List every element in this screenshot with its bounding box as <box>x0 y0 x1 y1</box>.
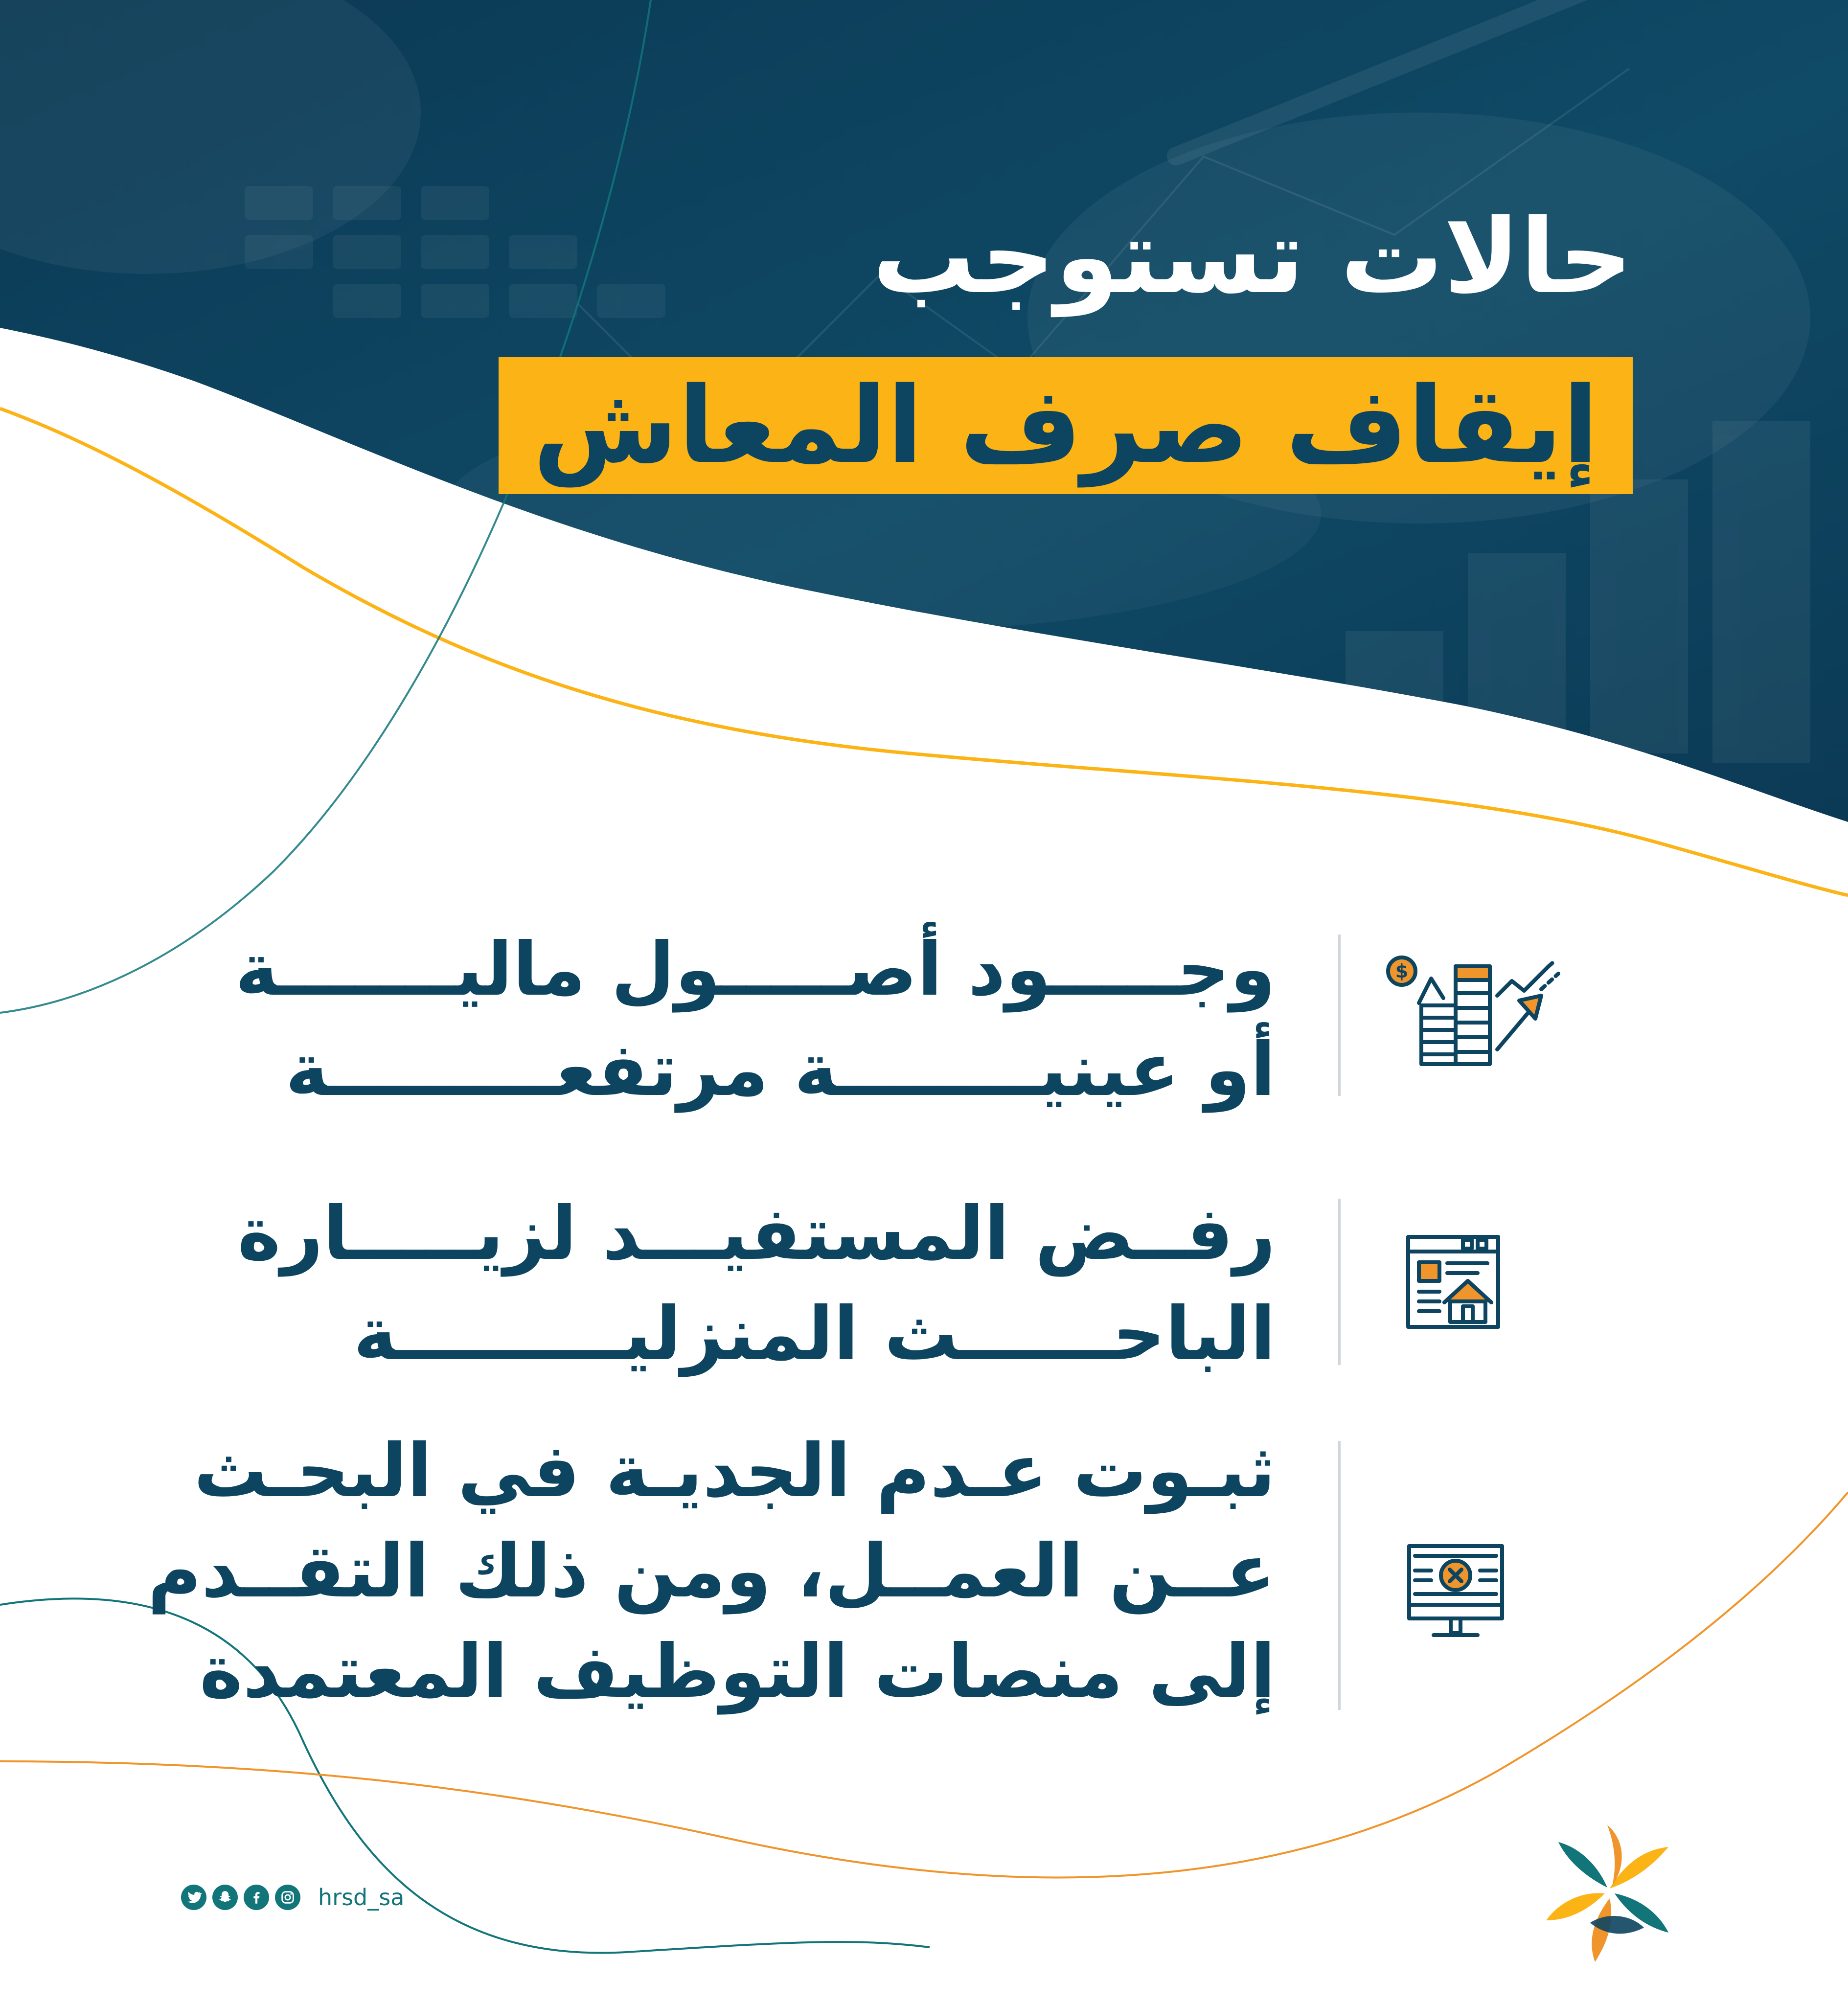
title-highlight-box <box>499 357 1633 494</box>
social-handle: hrsd_sa <box>318 1884 405 1911</box>
svg-text:$: $ <box>1395 960 1409 982</box>
item-3-text <box>147 1421 1276 1722</box>
title-line-1: حالات تستوجب <box>872 197 1633 317</box>
title-line-2: إيقاف صرف المعاش <box>533 364 1598 487</box>
social-footer <box>181 1878 404 1917</box>
item-2-divider <box>1338 1199 1341 1365</box>
item-1-divider <box>1338 934 1341 1096</box>
house-visit-document-icon <box>1404 1233 1502 1331</box>
facebook-icon[interactable] <box>244 1885 269 1910</box>
instagram-icon[interactable] <box>275 1885 300 1910</box>
item-3-divider <box>1338 1441 1341 1710</box>
item-1-text <box>235 920 1276 1120</box>
job-search-monitor-icon <box>1404 1541 1507 1644</box>
item-3-line-2: عــن العمــل، ومن ذلك التقــدم <box>147 1529 1276 1614</box>
financial-assets-chart-icon <box>1380 944 1566 1071</box>
item-1-line-1: وجـــــود أصـــــول ماليـــــــة <box>235 927 1276 1012</box>
item-2-line-1: رفــض المستفيـــد لزيـــــارة <box>237 1191 1276 1276</box>
item-3-line-1: ثبـوت عـدم الجديـة في البحـث <box>194 1429 1276 1514</box>
item-2-line-2: الباحــــــث المنزليـــــــــة <box>353 1292 1276 1377</box>
item-2-text <box>237 1184 1276 1385</box>
snapchat-icon[interactable] <box>212 1885 238 1910</box>
item-3-line-3: إلى منصات التوظيف المعتمدة <box>199 1629 1276 1714</box>
twitter-icon[interactable] <box>181 1885 206 1910</box>
hrsd-logo <box>1536 1820 1683 1967</box>
item-1-line-2: أو عينيــــــــة مرتفعـــــــــة <box>285 1027 1276 1113</box>
